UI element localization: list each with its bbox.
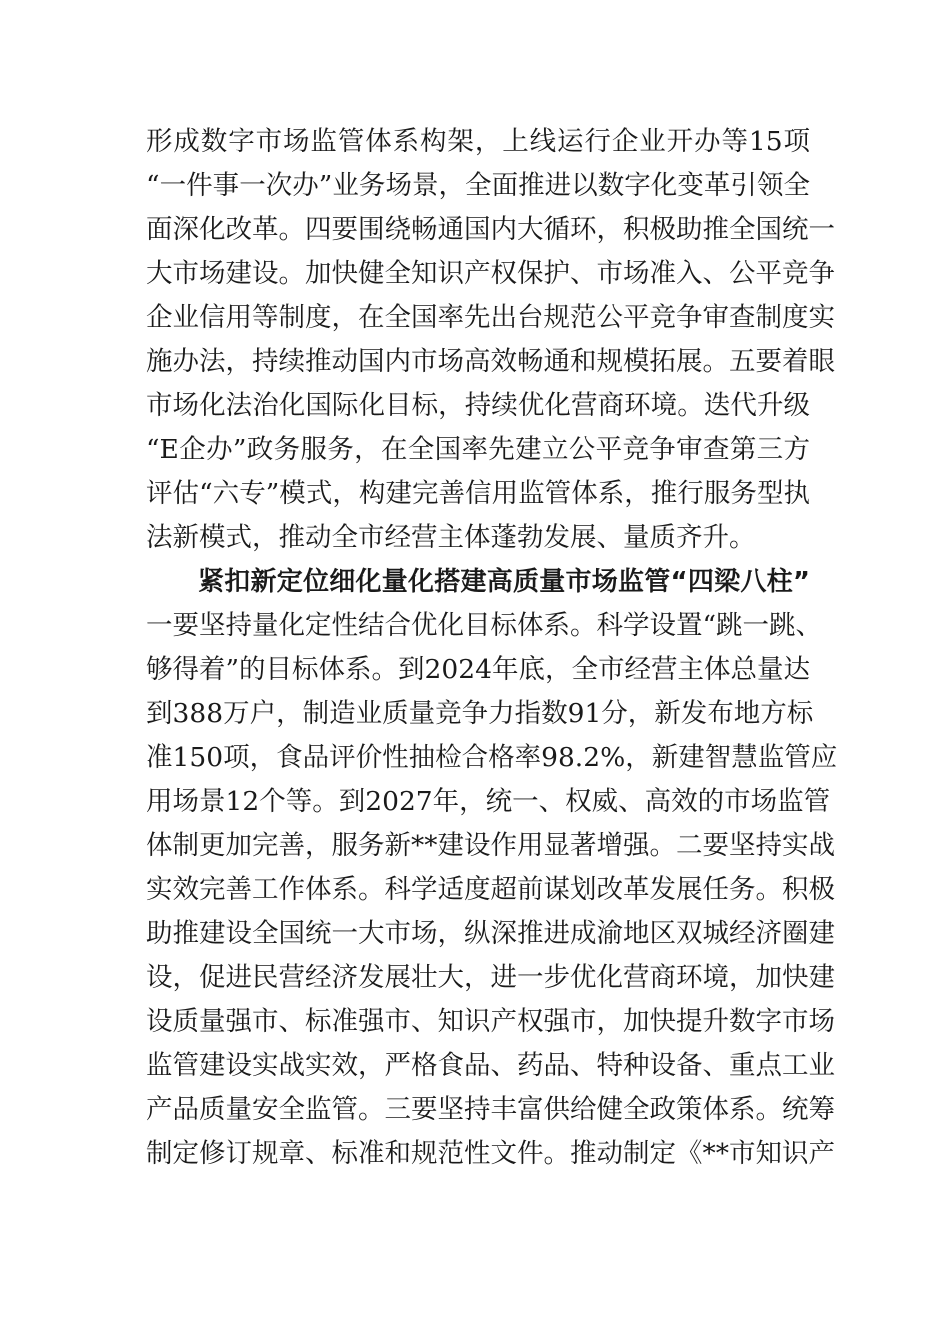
paragraph-1-line: 施办法，持续推动国内市场高效畅通和规模拓展。五要着眼: [146, 346, 835, 377]
paragraph-1-line: 大市场建设。加快健全知识产权保护、市场准入、公平竞争: [146, 258, 835, 289]
paragraph-2-line: 实效完善工作体系。科学适度超前谋划改革发展任务。积极: [146, 874, 835, 905]
paragraph-2-line: 制定修订规章、标准和规范性文件。推动制定《**市知识产: [146, 1138, 835, 1169]
paragraph-2-line: 到388万户，制造业质量竞争力指数91分，新发布地方标: [146, 698, 814, 729]
paragraph-1-line: 面深化改革。四要围绕畅通国内大循环，积极助推全国统一: [146, 214, 835, 245]
paragraph-1-line: 形成数字市场监管体系构架，上线运行企业开办等15项: [146, 126, 810, 157]
paragraph-2-line: 助推建设全国统一大市场，纵深推进成渝地区双城经济圈建: [146, 918, 835, 949]
paragraph-2-line: 设，促进民营经济发展壮大，进一步优化营商环境，加快建: [146, 962, 835, 993]
section-heading: 紧扣新定位细化量化搭建高质量市场监管“四梁八柱”: [198, 567, 810, 597]
paragraph-1-line: 法新模式，推动全市经营主体蓬勃发展、量质齐升。: [146, 522, 756, 553]
paragraph-2-line: 够得着”的目标体系。到2024年底，全市经营主体总量达: [146, 654, 810, 685]
paragraph-2-line: 准150项，食品评价性抽检合格率98.2%，新建智慧监管应: [146, 742, 838, 773]
paragraph-2-line: 监管建设实战实效，严格食品、药品、特种设备、重点工业: [146, 1050, 835, 1081]
paragraph-1-line: 评估“六专”模式，构建完善信用监管体系，推行服务型执: [146, 478, 810, 509]
paragraph-2-line: 产品质量安全监管。三要坚持丰富供给健全政策体系。统筹: [146, 1094, 835, 1125]
paragraph-1-line: 企业信用等制度，在全国率先出台规范公平竞争审查制度实: [146, 302, 835, 333]
paragraph-2-line: 一要坚持量化定性结合优化目标体系。科学设置“跳一跳、: [146, 610, 823, 641]
paragraph-2-line: 设质量强市、标准强市、知识产权强市，加快提升数字市场: [146, 1006, 835, 1037]
paragraph-2-line: 体制更加完善，服务新**建设作用显著增强。二要坚持实战: [146, 830, 835, 861]
paragraph-2-line: 用场景12个等。到2027年，统一、权威、高效的市场监管: [146, 786, 831, 817]
paragraph-1-line: “一件事一次办”业务场景，全面推进以数字化变革引领全: [146, 170, 810, 201]
paragraph-1-line: “E企办”政务服务，在全国率先建立公平竞争审查第三方: [146, 434, 810, 465]
paragraph-1-line: 市场化法治化国际化目标，持续优化营商环境。迭代升级: [146, 390, 810, 421]
